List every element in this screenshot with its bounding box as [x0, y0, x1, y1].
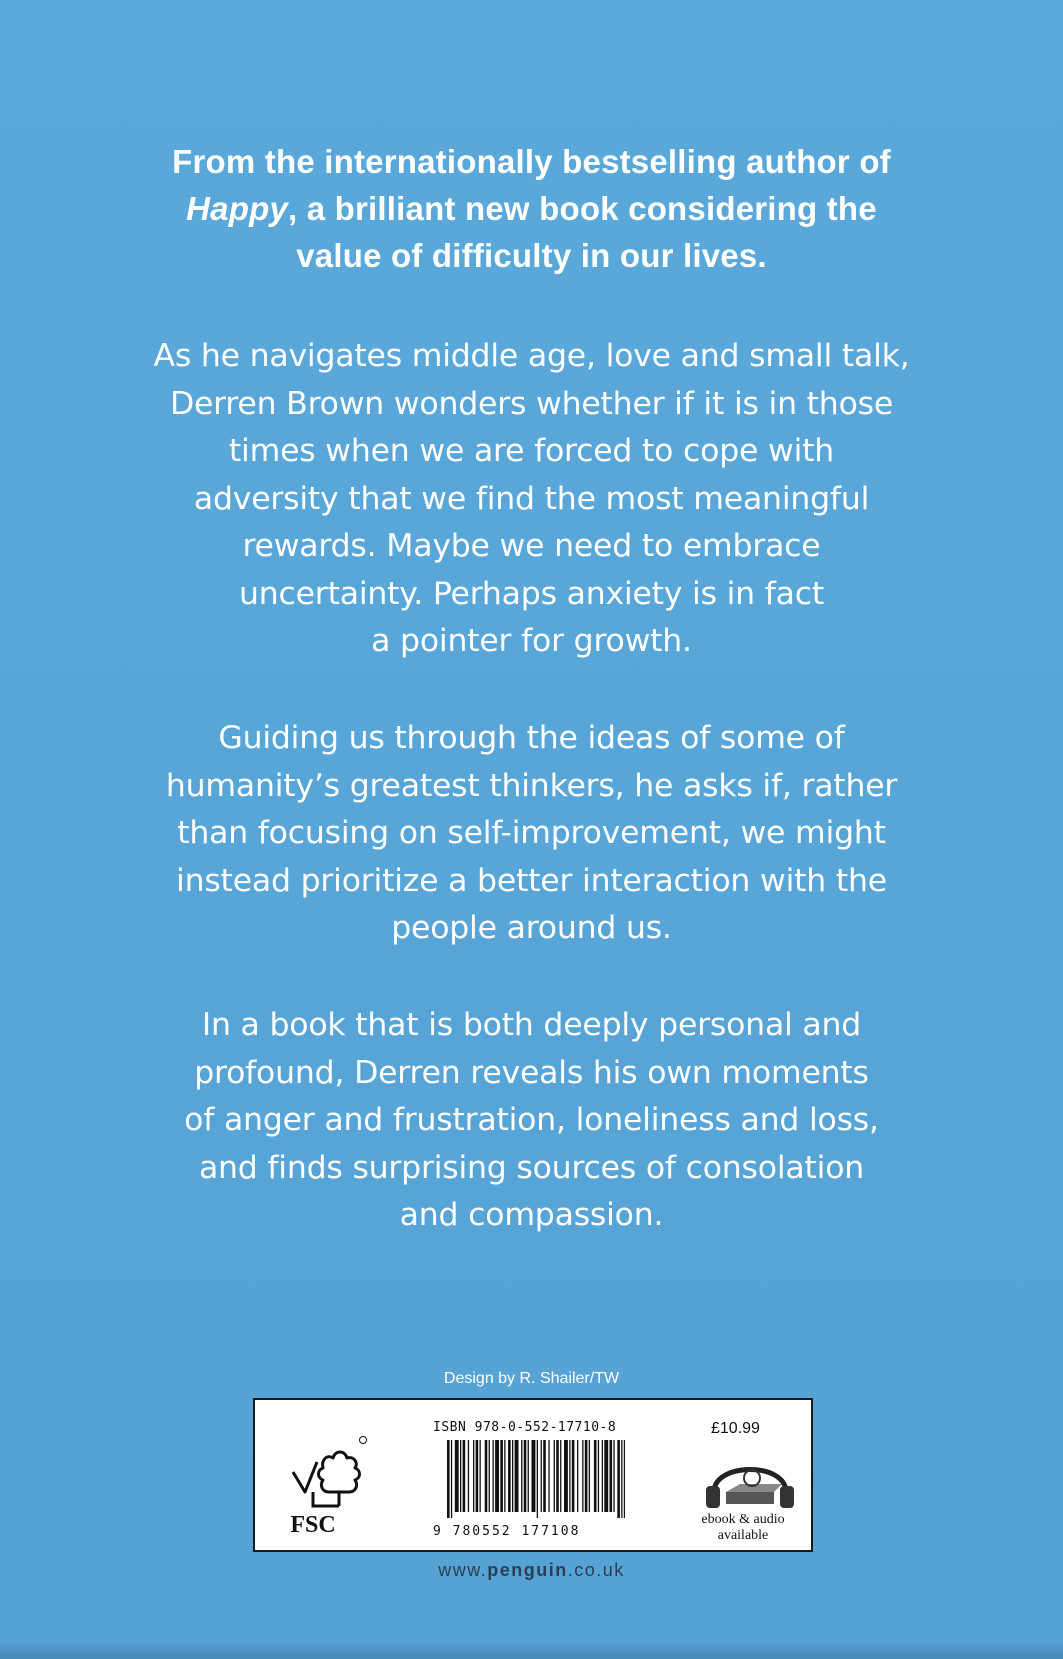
url-brand: penguin [487, 1560, 568, 1580]
headline-line-1: From the internationally bestselling author of [172, 143, 891, 180]
barcode-icon [447, 1440, 625, 1518]
audio-line-1: ebook & audio [701, 1512, 785, 1527]
bottom-edge-shadow [0, 1641, 1063, 1659]
p2-line: people around us. [391, 910, 672, 946]
headline [0, 138, 1063, 279]
fsc-tree-logo-icon [283, 1428, 373, 1538]
p1-line: a pointer for growth. [371, 623, 692, 659]
p1-line: rewards. Maybe we need to embrace [242, 528, 821, 564]
p1-line: adversity that we find the most meaningful [193, 480, 870, 517]
book-title-happy: Happy [186, 190, 288, 227]
p3-line: profound, Derren reveals his own moments [194, 1054, 869, 1091]
p2-line: humanity’s greatest thinkers, he asks if, rather [165, 767, 898, 804]
barcode-digits: 9 780552 177108 [433, 1524, 581, 1539]
paragraph-3 [0, 1002, 1063, 1240]
audio-line-2: available [717, 1528, 769, 1543]
isbn-text: ISBN 978-0-552-17710-8 [433, 1420, 617, 1435]
p1-line: As he navigates middle age, love and small talk, [153, 338, 910, 374]
p3-line: of anger and frustration, loneliness and loss, [184, 1102, 879, 1138]
fsc-text: FSC [290, 1512, 336, 1538]
ebook-audio-label [673, 1512, 813, 1544]
headline-line-2 [0, 185, 1063, 232]
p2-line: instead prioritize a better interaction with the [176, 862, 887, 899]
design-credit: Design by R. Shailer/TW [443, 1370, 620, 1387]
p3-line: In a book that is both deeply personal and [201, 1007, 862, 1043]
p1-line: Derren Brown wonders whether if it is in those [169, 385, 894, 422]
p1-line: uncertainty. Perhaps anxiety is in fact [238, 575, 825, 612]
headline-line-3: value of difficulty in our lives. [296, 237, 767, 274]
url-prefix: www. [438, 1560, 488, 1580]
publisher-url[interactable] [0, 1560, 1063, 1581]
paragraph-2 [0, 715, 1063, 953]
barcode-panel [253, 1398, 813, 1552]
p1-line: times when we are forced to cope with [228, 433, 835, 469]
p3-line: and finds surprising sources of consolation [198, 1149, 865, 1186]
headline-line-2-rest: , a brilliant new book considering the [288, 190, 877, 227]
paragraph-1 [0, 333, 1063, 666]
p2-line: Guiding us through the ideas of some of [218, 720, 845, 756]
p2-line: than focusing on self-improvement, we might [177, 815, 886, 851]
headphones-book-icon [700, 1448, 800, 1514]
price: £10.99 [711, 1420, 760, 1437]
url-suffix: .co.uk [567, 1560, 625, 1580]
p3-line: and compassion. [399, 1197, 664, 1233]
